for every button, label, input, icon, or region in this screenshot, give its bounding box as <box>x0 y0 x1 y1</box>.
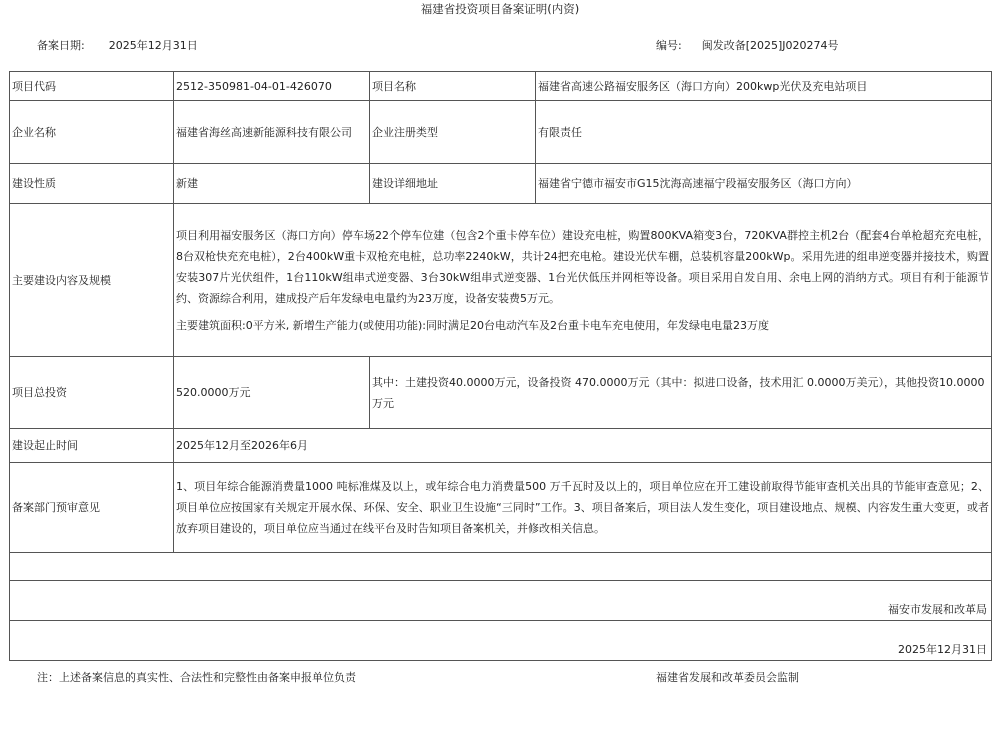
project-code-value: 2512-350981-04-01-426070 <box>174 72 370 101</box>
opinion-label: 备案部门预审意见 <box>10 463 174 553</box>
row-period <box>10 429 992 463</box>
record-table <box>9 71 992 661</box>
scope-text: 项目利用福安服务区（海口方向）停车场22个停车位建（包含2个重卡停车位）建设充电桩，购置800KVA箱变3台，720KVA群控主机2台（配套4台单枪超充充电桩，8台双枪快充充电桩），2台400kW重卡双枪充电桩，总功率2240kW，共计24把充电枪。建设光伏车棚，总装机容量200kWp。采用先进的组串逆变器并接技术，购置安装307片光伏组件，1台110kW组串式逆变器、3台30kW组串式逆变器、1台光伏低压并网柜等设备。项目采用自发自用、余电上网的消纳方式。项目有利于能源节约、资源综合利用，建成投产后年发绿电电量约为23万度，设备安装费5万元。 <box>176 228 989 305</box>
project-code-label: 项目代码 <box>10 72 174 101</box>
issue-date: 2025年12月31日 <box>10 621 992 661</box>
supervisor-text: 福建省发展和改革委员会监制 <box>656 671 799 684</box>
company-value: 福建省海丝高速新能源科技有限公司 <box>174 101 370 164</box>
row-construction <box>10 164 992 204</box>
company-type-label: 企业注册类型 <box>370 101 536 164</box>
document-number-value: 闽发改备[2025]J020274号 <box>701 39 839 52</box>
company-label: 企业名称 <box>10 101 174 164</box>
document-number-line <box>656 38 839 54</box>
row-project-code <box>10 72 992 101</box>
scope-cell <box>174 204 992 357</box>
filing-date-line <box>37 38 198 54</box>
disclaimer-note: 注：上述备案信息的真实性、合法性和完整性由备案申报单位负责 <box>37 671 356 684</box>
address-label: 建设详细地址 <box>370 164 536 204</box>
period-value: 2025年12月至2026年6月 <box>174 429 992 463</box>
row-blank <box>10 553 992 581</box>
period-label: 建设起止时间 <box>10 429 174 463</box>
row-investment <box>10 357 992 429</box>
document-number-label: 编号: <box>656 39 682 52</box>
opinion-value: 1、项目年综合能源消费量1000 吨标准煤及以上，或年综合电力消费量500 万千瓦时及以上的，项目单位应在开工建设前取得节能审查机关出具的节能审查意见；2、项目单位应按国家有关规定开展水保、环保、安全、职业卫生设施“三同时”工作。3、项目备案后，项目法人发生变化，项目建设地点、规模、内容发生重大变更，或者放弃项目建设的，项目单位应当通过在线平台及时告知项目备案机关，并修改相关信息。 <box>174 463 992 553</box>
total-investment-label: 项目总投资 <box>10 357 174 429</box>
total-investment-value: 520.0000万元 <box>174 357 370 429</box>
row-company <box>10 101 992 164</box>
filing-date-label: 备案日期: <box>37 39 85 52</box>
address-value: 福建省宁德市福安市G15沈海高速福宁段福安服务区（海口方向） <box>536 164 992 204</box>
project-name-label: 项目名称 <box>370 72 536 101</box>
scope-extra-text: 主要建筑面积:0平方米, 新增生产能力(或使用功能):同时满足20台电动汽车及2台重卡电车充电使用，年发绿电电量23万度 <box>176 318 769 332</box>
investment-breakdown: 其中：土建投资40.0000万元，设备投资 470.0000万元（其中：拟进口设备，技术用汇 0.0000万美元），其他投资10.0000万元 <box>370 357 992 429</box>
company-type-value: 有限责任 <box>536 101 992 164</box>
construction-nature-label: 建设性质 <box>10 164 174 204</box>
row-issuer <box>10 581 992 621</box>
filing-date-value: 2025年12月31日 <box>108 39 198 52</box>
row-issue-date <box>10 621 992 661</box>
project-name-value: 福建省高速公路福安服务区（海口方向）200kwp光伏及充电站项目 <box>536 72 992 101</box>
document-title: 福建省投资项目备案证明(内资) <box>420 2 580 16</box>
construction-nature-value: 新建 <box>174 164 370 204</box>
row-scope <box>10 204 992 357</box>
row-opinion <box>10 463 992 553</box>
scope-label: 主要建设内容及规模 <box>10 204 174 357</box>
issuer-name: 福安市发展和改革局 <box>10 581 992 621</box>
